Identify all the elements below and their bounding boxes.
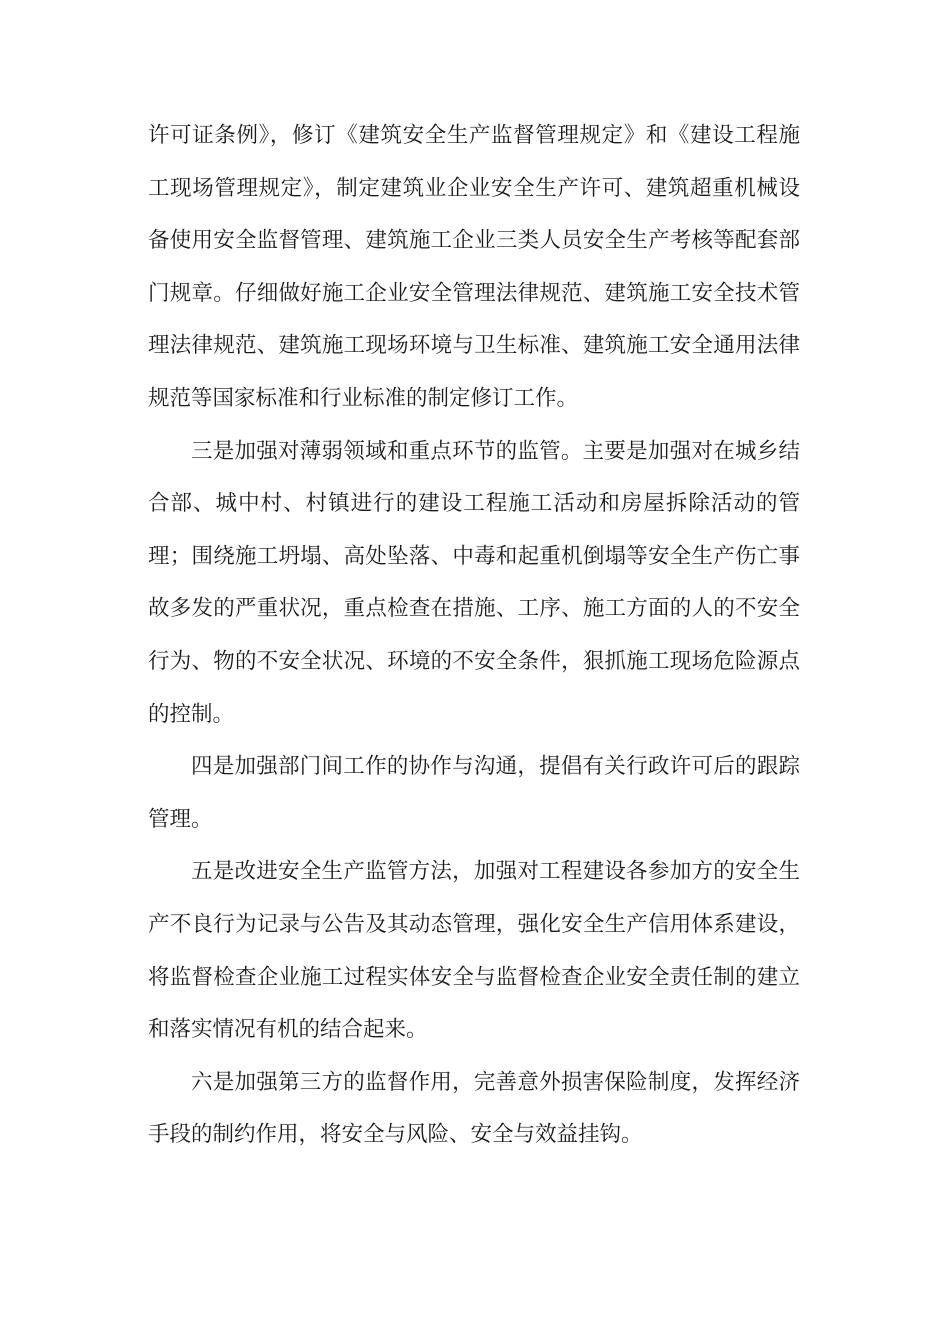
paragraph-continuation: 许可证条例》，修订《建筑安全生产监督管理规定》和《建设工程施工现场管理规定》，制定建筑业企业安全生产许可、建筑超重机械设备使用安全监督管理、建筑施工企业三类人员安全生产考核等配套部门规章。仔细做好施工企业安全管理法律规范、建筑施工安全技术管理法律规范、建筑施工现场环境与卫生标准、建筑施工安全通用法律规范等国家标准和行业标准的制定修订工作。 — [148, 123, 800, 411]
paragraph-item-6: 六是加强第三方的监督作用，完善意外损害保险制度，发挥经济手段的制约作用，将安全与风险、安全与效益挂钩。 — [148, 1069, 800, 1148]
document-body — [148, 110, 800, 1162]
paragraph-item-4: 四是加强部门间工作的协作与沟通，提倡有关行政许可后的跟踪管理。 — [148, 754, 800, 832]
paragraph-item-3: 三是加强对薄弱领域和重点环节的监管。主要是加强对在城乡结合部、城中村、村镇进行的建设工程施工活动和房屋拆除活动的管理；围绕施工坍塌、高处坠落、中毒和起重机倒塌等安全生产伤亡事故多发的严重状况，重点检查在措施、工序、施工方面的人的不安全行为、物的不安全状况、环境的不安全条件，狠抓施工现场危险源点的控制。 — [148, 438, 800, 727]
paragraph-item-5: 五是改进安全生产监管方法，加强对工程建设各参加方的安全生产不良行为记录与公告及其动态管理，强化安全生产信用体系建设，将监督检查企业施工过程实体安全与监督检查企业安全责任制的建立和落实情况有机的结合起来。 — [148, 859, 800, 1043]
